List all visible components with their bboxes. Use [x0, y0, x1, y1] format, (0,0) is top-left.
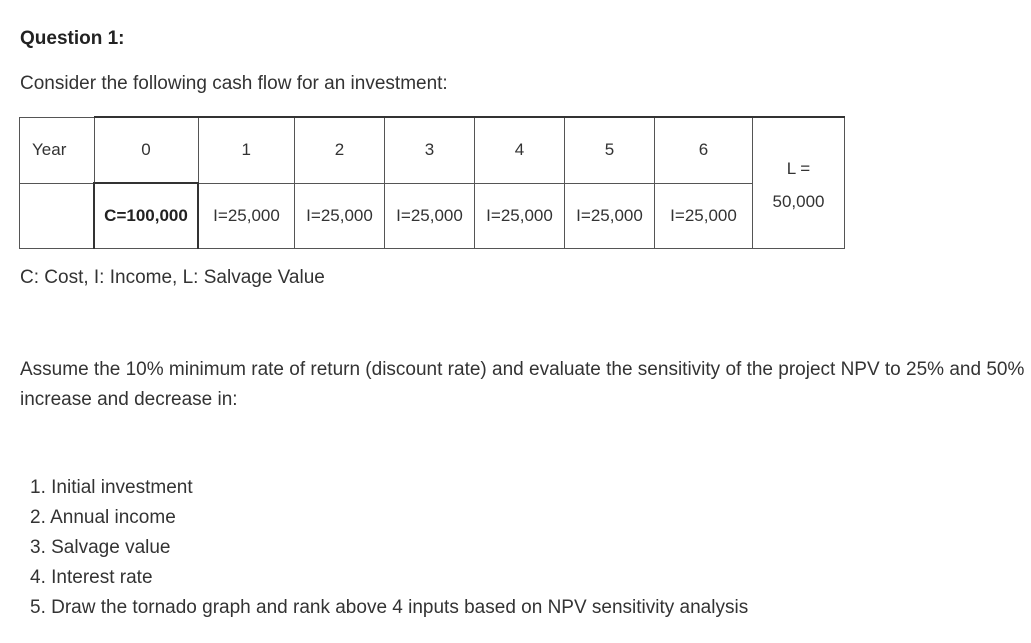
- year-cell-4: 4: [475, 117, 565, 183]
- salvage-value: 50,000: [772, 192, 825, 211]
- flow-cell-2: I=25,000: [295, 183, 385, 249]
- task-item-4: 4. Interest rate: [30, 567, 153, 588]
- table-legend: C: Cost, I: Income, L: Salvage Value: [20, 267, 325, 288]
- task-list: [30, 476, 748, 626]
- year-cell-6: 6: [655, 117, 753, 183]
- assumption-paragraph: Assume the 10% minimum rate of return (discount rate) and evaluate the sensitivity of the project NPV to 25% and 50% increase and decrease in:: [20, 359, 1025, 410]
- flow-label-cell: [20, 183, 95, 249]
- question-intro: Consider the following cash flow for an investment:: [20, 73, 448, 94]
- flow-cell-0: C=100,000: [94, 183, 198, 249]
- flow-cell-5: I=25,000: [565, 183, 655, 249]
- cash-flow-table: [19, 116, 845, 249]
- task-item-2: 2. Annual income: [30, 507, 176, 528]
- year-cell-5: 5: [565, 117, 655, 183]
- year-cell-0: 0: [94, 117, 198, 183]
- year-label-cell: Year: [20, 117, 95, 183]
- task-item-3: 3. Salvage value: [30, 537, 171, 558]
- flow-cell-6: I=25,000: [655, 183, 753, 249]
- flow-row: [20, 183, 845, 249]
- flow-cell-1: I=25,000: [198, 183, 295, 249]
- salvage-cell: [753, 117, 845, 249]
- flow-cell-3: I=25,000: [385, 183, 475, 249]
- question-heading: Question 1:: [20, 28, 125, 49]
- task-item-5: 5. Draw the tornado graph and rank above 4 inputs based on NPV sensitivity analysis: [30, 597, 749, 618]
- task-item-1: 1. Initial investment: [30, 477, 193, 498]
- year-cell-2: 2: [295, 117, 385, 183]
- year-cell-3: 3: [385, 117, 475, 183]
- salvage-label: L =: [786, 159, 811, 178]
- flow-cell-4: I=25,000: [475, 183, 565, 249]
- year-cell-1: 1: [198, 117, 295, 183]
- year-row: [20, 117, 845, 183]
